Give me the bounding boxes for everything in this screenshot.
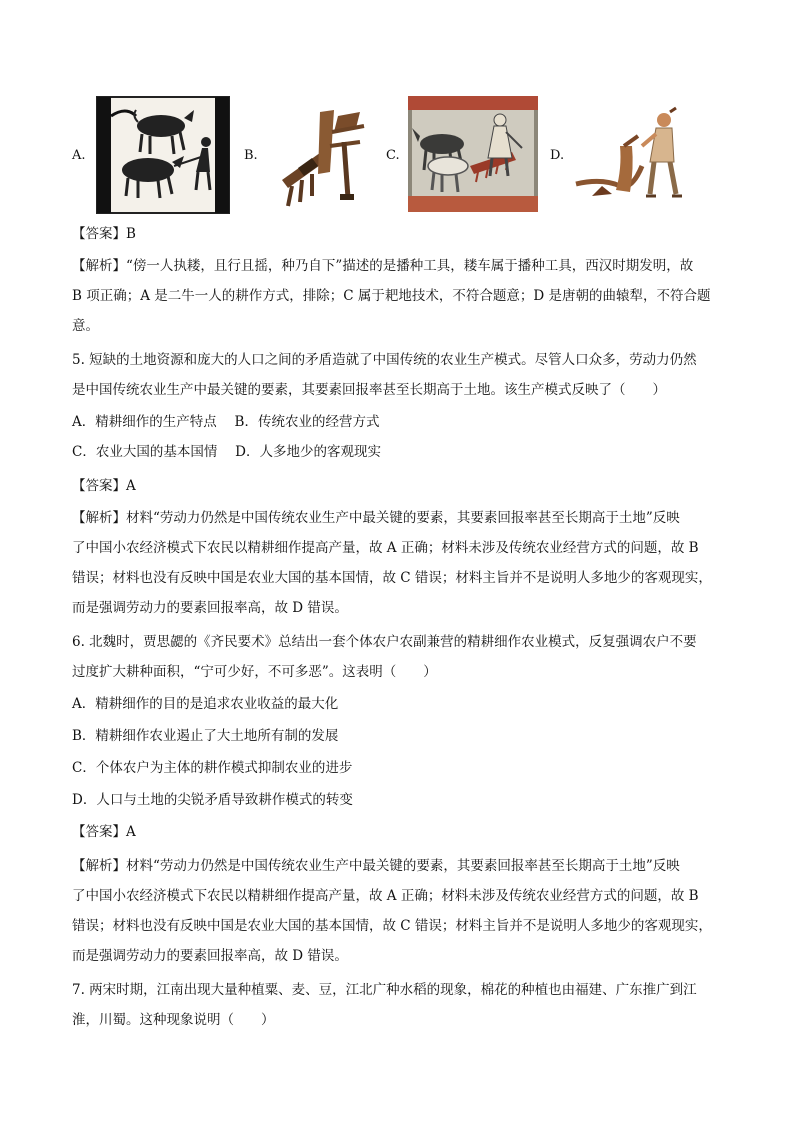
curved-shaft-plow-image	[572, 106, 694, 206]
q5-answer: 【答案】A	[72, 478, 136, 494]
q4-analysis-line-3: 意。	[72, 318, 99, 334]
q6-answer: 【答案】A	[72, 824, 136, 840]
option-label-a: A.	[72, 148, 86, 163]
q6-analysis-line-4: 而是强调劳动力的要素回报率高，故 D 错误。	[72, 948, 348, 964]
q7-stem-line-1: 7. 两宋时期，江南出现大量种植粟、麦、豆，江北广种水稻的现象，棉花的种植也由福建、广东推广到江	[72, 982, 697, 998]
q5-stem-line-1: 5. 短缺的土地资源和庞大的人口之间的矛盾造就了中国传统的农业生产模式。尽管人口众多，劳动力仍然	[72, 352, 697, 368]
q5-options-row-2: C．农业大国的基本国情 D．人多地少的客观现实	[72, 444, 381, 460]
option-label-b: B.	[244, 148, 258, 163]
q4-option-images	[72, 96, 722, 216]
q5-options-row-1: A．精耕细作的生产特点 B．传统农业的经营方式	[72, 414, 380, 430]
q6-option-a: A．精耕细作的目的是追求农业收益的最大化	[72, 696, 339, 712]
q6-option-c: C．个体农户为主体的耕作模式抑制农业的进步	[72, 760, 353, 776]
q5-analysis-line-1: 【解析】材料“劳动力仍然是中国传统农业生产中最关键的要素，其要素回报率甚至长期高于土地”反映	[72, 510, 680, 526]
q4-analysis-line-2: B 项正确；A 是二牛一人的耕作方式，排除；C 属于耙地技术，不符合题意；D 是唐朝的曲辕犁，不符合题	[72, 288, 711, 304]
q6-analysis-line-1: 【解析】材料“劳动力仍然是中国传统农业生产中最关键的要素，其要素回报率甚至长期高于土地”反映	[72, 858, 680, 874]
q4-analysis-line-1: 【解析】“傍一人执耧，且行且摇，种乃自下”描述的是播种工具，耧车属于播种工具，西汉时期发明，故	[72, 258, 694, 274]
seed-drill-image	[272, 102, 372, 212]
q6-option-b: B．精耕细作农业遏止了大土地所有制的发展	[72, 728, 339, 744]
q5-analysis-line-4: 而是强调劳动力的要素回报率高，故 D 错误。	[72, 600, 348, 616]
harrowing-mural-image	[408, 96, 538, 212]
q6-analysis-line-2: 了中国小农经济模式下农民以精耕细作提高产量，故 A 正确；材料未涉及传统农业经营方式的问题，故 B	[72, 888, 699, 904]
q4-answer: 【答案】B	[72, 226, 136, 242]
q7-stem-line-2: 淮，川蜀。这种现象说明（ ）	[72, 1012, 275, 1028]
q5-analysis-line-2: 了中国小农经济模式下农民以精耕细作提高产量，故 A 正确；材料未涉及传统农业经营方式的问题，故 B	[72, 540, 699, 556]
q6-analysis-line-3: 错误；材料也没有反映中国是农业大国的基本国情，故 C 错误；材料主旨并不是说明人多地少的客观现实，	[72, 918, 712, 934]
q5-stem-line-2: 是中国传统农业生产中最关键的要素，其要素回报率甚至长期高于土地。该生产模式反映了（ ）	[72, 382, 666, 398]
option-label-d: D.	[550, 148, 565, 163]
two-oxen-plowing-image	[96, 96, 230, 214]
q6-option-d: D．人口与土地的尖锐矛盾导致耕作模式的转变	[72, 792, 353, 808]
option-label-c: C.	[386, 148, 400, 163]
q5-analysis-line-3: 错误；材料也没有反映中国是农业大国的基本国情，故 C 错误；材料主旨并不是说明人多地少的客观现实，	[72, 570, 712, 586]
q6-stem-line-1: 6. 北魏时，贾思勰的《齐民要术》总结出一套个体农户农副兼营的精耕细作农业模式，反复强调农户不要	[72, 634, 697, 650]
q6-stem-line-2: 过度扩大耕种面积，“宁可少好，不可多恶”。这表明（ ）	[72, 664, 437, 680]
